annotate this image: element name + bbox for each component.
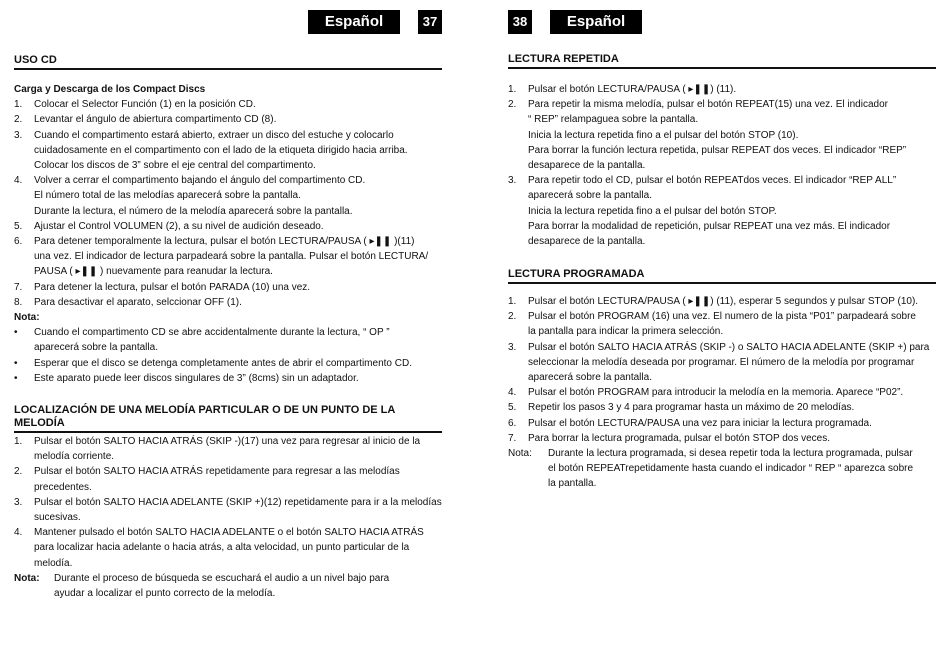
list-item bbox=[508, 431, 936, 446]
list-marker: 6. bbox=[508, 417, 517, 429]
list-item bbox=[14, 173, 442, 219]
text-line: desaparece de la pantalla. bbox=[528, 236, 646, 248]
nota-label: Nota: bbox=[14, 312, 40, 324]
text-line: una vez. El indicador de lectura parpadeará sobre la pantalla. Pulsar el botón LECTURA/ bbox=[34, 251, 429, 263]
text-line: PAUSA ( ▸❚❚ ) nuevamente para reanudar la lectura. bbox=[34, 266, 273, 278]
text-line: Esperar que el disco se detenga completamente antes de abrir el compartimento CD. bbox=[34, 357, 412, 369]
nota-row bbox=[14, 571, 442, 601]
text-line: Inicia la lectura repetida fino a el pulsar del botón STOP. bbox=[528, 205, 777, 217]
subtitle-carga: Carga y Descarga de los Compact Discs bbox=[14, 84, 206, 95]
nota-text-line: Durante el proceso de búsqueda se escuchará el audio a un nivel bajo para bbox=[54, 572, 390, 584]
text-line: Pulsar el botón LECTURA/PAUSA una vez para iniciar la lectura programada. bbox=[528, 417, 872, 429]
text-line: Inicia la lectura repetida fino a el pulsar del botón STOP (10). bbox=[528, 129, 799, 141]
list-item bbox=[508, 97, 936, 173]
section-title-lectura-repetida: LECTURA REPETIDA bbox=[508, 53, 936, 69]
list-item bbox=[14, 434, 442, 464]
list-item bbox=[508, 82, 936, 97]
text-line: El número total de las melodías aparecerá sobre la pantalla. bbox=[34, 190, 301, 202]
language-badge: Español bbox=[308, 10, 400, 34]
list-marker: 3. bbox=[14, 496, 23, 508]
text-line: seleccionar la melodía deseada por programar. El número de la melodía por programar bbox=[528, 356, 915, 368]
list-item bbox=[508, 385, 936, 400]
list-item bbox=[14, 295, 442, 310]
text-line: Para borrar la lectura programada, pulsar el botón STOP dos veces. bbox=[528, 432, 831, 444]
text-line: Para repetir todo el CD, pulsar el botón REPEATdos veces. El indicador “REP ALL” bbox=[528, 175, 897, 187]
text-line: Pulsar el botón SALTO HACIA ATRÁS (SKIP -) o SALTO HACIA ADELANTE (SKIP +) para bbox=[528, 341, 930, 353]
list-marker: 2. bbox=[14, 466, 23, 478]
section-title-lectura-programada: LECTURA PROGRAMADA bbox=[508, 268, 936, 284]
list-item bbox=[508, 173, 936, 249]
text-line: melodía. bbox=[34, 557, 73, 569]
list-marker: • bbox=[14, 357, 18, 369]
list-item bbox=[508, 294, 936, 309]
text-line: Para repetir la misma melodía, pulsar el botón REPEAT(15) una vez. El indicador bbox=[528, 99, 888, 111]
text-line: Cuando el compartimento CD se abre accidentalmente durante la lectura, “ OP ” bbox=[34, 327, 390, 339]
note-item bbox=[14, 371, 442, 386]
nota-label: Nota: bbox=[14, 572, 40, 584]
nota-row bbox=[508, 446, 936, 492]
text-line: Volver a cerrar el compartimento bajando el ángulo del compartimento CD. bbox=[34, 175, 366, 187]
list-item bbox=[14, 280, 442, 295]
list-item bbox=[14, 525, 442, 571]
list-marker: 4. bbox=[14, 527, 23, 539]
list-marker: 1. bbox=[508, 296, 517, 307]
text-line: melodía corriente. bbox=[34, 451, 115, 463]
list-marker: 8. bbox=[14, 296, 23, 308]
page-38 bbox=[508, 0, 938, 648]
text-line: Pulsar el botón PROGRAM para introducir la melodía en la memoria. Aparece “P02”. bbox=[528, 387, 904, 399]
page-number: 37 bbox=[418, 10, 442, 34]
list-marker: 7. bbox=[508, 432, 517, 444]
text-line: precedentes. bbox=[34, 481, 92, 493]
localizacion-body bbox=[14, 434, 442, 601]
list-marker: 1. bbox=[14, 99, 23, 111]
section-title-uso-cd: USO CD bbox=[14, 54, 442, 70]
text-line: Pulsar el botón SALTO HACIA ATRÁS repetidamente para regresar a las melodías bbox=[34, 466, 400, 478]
list-item bbox=[508, 416, 936, 431]
text-line: Colocar el Selector Función (1) en la posición CD. bbox=[34, 99, 256, 111]
note-item bbox=[14, 325, 442, 355]
list-marker: 3. bbox=[14, 129, 23, 141]
list-marker: 3. bbox=[508, 175, 517, 187]
text-line: Pulsar el botón SALTO HACIA ADELANTE (SKIP +)(12) repetidamente para ir a la melodías bbox=[34, 496, 442, 508]
lectura-repetida-body bbox=[508, 82, 936, 249]
list-marker: 4. bbox=[508, 387, 517, 399]
text-line: Durante la lectura, el número de la melodía aparecerá sobre la pantalla. bbox=[34, 205, 353, 217]
text-line: aparecerá sobre la pantalla. bbox=[528, 190, 652, 202]
list-marker: 3. bbox=[508, 341, 517, 353]
text-line: Pulsar el botón LECTURA/PAUSA ( ▸❚❚) (11). bbox=[528, 84, 737, 95]
text-line: Pulsar el botón LECTURA/PAUSA ( ▸❚❚) (11), esperar 5 segundos y pulsar STOP (10). bbox=[528, 296, 919, 307]
list-item bbox=[508, 340, 936, 386]
text-line: Para desactivar el aparato, selccionar OFF (1). bbox=[34, 296, 242, 308]
list-marker: • bbox=[14, 372, 18, 384]
text-line: Para detener la lectura, pulsar el botón PARADA (10) una vez. bbox=[34, 281, 311, 293]
list-item bbox=[508, 400, 936, 415]
text-line: Colocar los discos de 3” sobre el eje central del compartimento. bbox=[34, 160, 316, 172]
page-37 bbox=[14, 0, 444, 648]
list-item bbox=[14, 112, 442, 127]
text-line: Pulsar el botón PROGRAM (16) una vez. El numero de la pista “P01” parpadeará sobre bbox=[528, 311, 916, 323]
text-line: cuidadosamente en el compartimento con el lado de la etiqueta dirigido hacia arriba. bbox=[34, 144, 408, 156]
list-item bbox=[14, 234, 442, 280]
text-line: Mantener pulsado el botón SALTO HACIA ADELANTE o el botón SALTO HACIA ATRÁS bbox=[34, 527, 424, 539]
list-item bbox=[14, 128, 442, 174]
text-line: Para detener temporalmente la lectura, pulsar el botón LECTURA/PAUSA ( ▸❚❚ )(11) bbox=[34, 236, 415, 248]
text-line: aparecerá sobre la pantalla. bbox=[34, 342, 158, 354]
list-item bbox=[14, 495, 442, 525]
text-line: Repetir los pasos 3 y 4 para programar hasta un máximo de 20 melodías. bbox=[528, 402, 855, 414]
text-line: Este aparato puede leer discos singulares de 3” (8cms) sin un adaptador. bbox=[34, 372, 359, 384]
list-marker: 6. bbox=[14, 236, 23, 248]
list-marker: 1. bbox=[508, 84, 517, 95]
text-line: sucesivas. bbox=[34, 512, 81, 524]
lectura-programada-body bbox=[508, 294, 936, 492]
nota-text-line: ayudar a localizar el punto correcto de la melodía. bbox=[54, 588, 276, 600]
list-marker: 5. bbox=[508, 402, 517, 414]
list-marker: 5. bbox=[14, 220, 23, 232]
text-line: Levantar el ángulo de abiertura compartimento CD (8). bbox=[34, 114, 277, 126]
list-marker: 2. bbox=[508, 99, 517, 111]
text-line: desaparece de la pantalla. bbox=[528, 160, 646, 172]
list-marker: 1. bbox=[14, 436, 23, 447]
section-title-localizacion: LOCALIZACIÓN DE UNA MELODÍA PARTICULAR O DE UN PUNTO DE LA MELODÍA bbox=[14, 404, 442, 433]
list-item bbox=[508, 309, 936, 339]
text-line: Para borrar la función lectura repetida, pulsar REPEAT dos veces. El indicador “REP” bbox=[528, 144, 907, 156]
language-badge: Español bbox=[550, 10, 642, 34]
list-marker: 2. bbox=[14, 114, 23, 126]
list-marker: 7. bbox=[14, 281, 23, 293]
text-line: Cuando el compartimento estará abierto, extraer un disco del estuche y colocarlo bbox=[34, 129, 394, 141]
list-marker: 4. bbox=[14, 175, 23, 187]
list-item bbox=[14, 97, 442, 112]
text-line: Pulsar el botón SALTO HACIA ATRÁS (SKIP -)(17) una vez para regresar al inicio de la bbox=[34, 436, 421, 447]
list-item bbox=[14, 219, 442, 234]
page-number: 38 bbox=[508, 10, 532, 34]
text-line: aparecerá sobre la pantalla. bbox=[528, 372, 652, 384]
list-item bbox=[14, 464, 442, 494]
nota-text-line: el botón REPEATrepetidamente hasta cuando el indicador “ REP “ aparezca sobre bbox=[548, 463, 914, 475]
uso-cd-body bbox=[14, 82, 442, 386]
nota-label: Nota: bbox=[508, 448, 532, 460]
list-marker: 2. bbox=[508, 311, 517, 323]
text-line: Para borrar la modalidad de repetición, pulsar REPEAT una vez más. El indicador bbox=[528, 220, 891, 232]
text-line: “ REP” relampaguea sobre la pantalla. bbox=[528, 114, 699, 126]
nota-text-line: la pantalla. bbox=[548, 478, 597, 490]
note-item bbox=[14, 356, 442, 371]
text-line: la pantalla para indicar la primera selección. bbox=[528, 326, 724, 338]
text-line: Ajustar el Control VOLUMEN (2), a su nivel de audición deseado. bbox=[34, 220, 324, 232]
text-line: para localizar hacia adelante o hacia atrás, a alta velocidad, un punto particular de la bbox=[34, 542, 410, 554]
list-marker: • bbox=[14, 327, 18, 339]
nota-text-line: Durante la lectura programada, si desea repetir toda la lectura programada, pulsar bbox=[548, 448, 913, 460]
